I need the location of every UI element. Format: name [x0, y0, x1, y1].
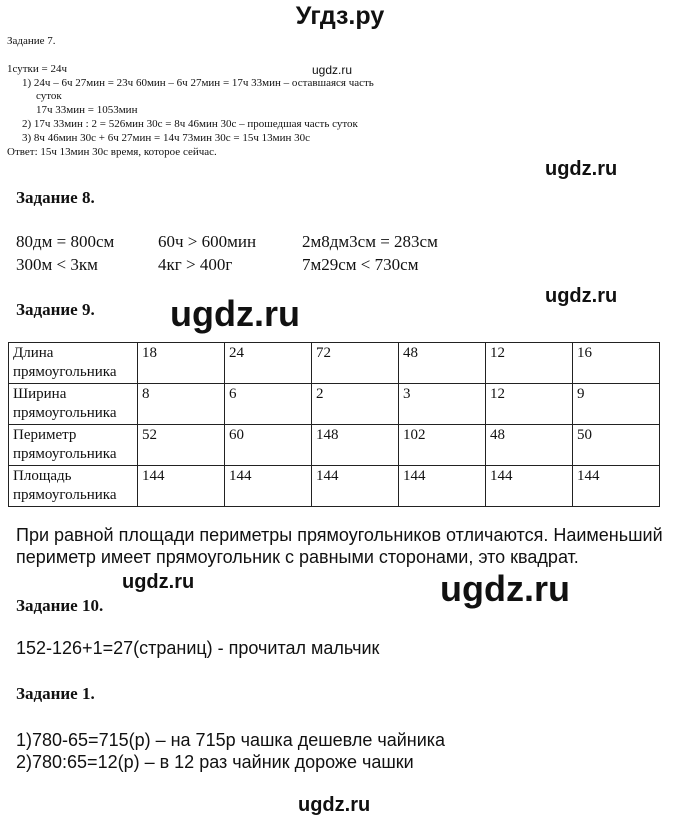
task7-line: 17ч 33мин = 1053мин [36, 104, 138, 116]
table-cell: 144 [138, 466, 225, 507]
task1-line: 1)780-65=715(р) – на 715р чашка дешевле чайника [16, 730, 446, 750]
task8-cell: 80дм = 800см [16, 232, 115, 251]
task8-cell: 4кг > 400г [158, 255, 233, 274]
row-header: Ширина прямоугольника [9, 384, 138, 425]
row-header: Периметр прямоугольника [9, 425, 138, 466]
task10-text: 152-126+1=27(страниц) - прочитал мальчик [16, 638, 380, 658]
table-cell: 18 [138, 343, 225, 384]
table-cell: 8 [138, 384, 225, 425]
task7-answer: Ответ: 15ч 13мин 30с время, которое сейчас. [7, 146, 217, 158]
table-cell: 72 [312, 343, 399, 384]
watermark: ugdz.ru [122, 571, 195, 593]
task7-line: 2) 17ч 33мин : 2 = 526мин 30с = 8ч 46мин 30с – прошедшая часть суток [22, 118, 358, 130]
table-cell: 102 [399, 425, 486, 466]
table-cell: 16 [573, 343, 660, 384]
watermark: ugdz.ru [440, 568, 570, 609]
table-cell: 9 [573, 384, 660, 425]
table-cell: 144 [312, 466, 399, 507]
table-cell: 6 [225, 384, 312, 425]
table-cell: 48 [399, 343, 486, 384]
table-row [9, 466, 660, 507]
table-row [9, 384, 660, 425]
task1-line: 2)780:65=12(р) – в 12 раз чайник дороже чашки [16, 752, 414, 772]
table-cell: 48 [486, 425, 573, 466]
table-cell: 3 [399, 384, 486, 425]
site-title: Угдз.ру [295, 2, 385, 30]
task8-cell: 300м < 3км [16, 255, 98, 274]
table-cell: 2 [312, 384, 399, 425]
table-cell: 144 [399, 466, 486, 507]
table-row [9, 343, 660, 384]
watermark: ugdz.ru [312, 63, 353, 77]
table-row [9, 425, 660, 466]
row-header: Длина прямоугольника [9, 343, 138, 384]
task9-conclusion: периметр имеет прямоугольник с равными сторонами, это квадрат. [16, 547, 579, 567]
table-cell: 50 [573, 425, 660, 466]
task7-line: 1) 24ч – 6ч 27мин = 23ч 60мин – 6ч 27мин = 17ч 33мин – оставшаяся часть [22, 77, 374, 89]
task8-cell: 2м8дм3см = 283см [302, 232, 438, 251]
task7-heading: Задание 7. [7, 35, 56, 47]
task1-heading: Задание 1. [16, 684, 95, 703]
task8-heading: Задание 8. [16, 188, 95, 207]
task7-line: 1сутки = 24ч [7, 63, 68, 75]
task8-cell: 7м29см < 730см [302, 255, 419, 274]
task9-heading: Задание 9. [16, 300, 95, 319]
table-cell: 12 [486, 343, 573, 384]
watermark: ugdz.ru [545, 285, 618, 307]
row-header: Площадь прямоугольника [9, 466, 138, 507]
table-cell: 144 [486, 466, 573, 507]
watermark: ugdz.ru [298, 794, 371, 816]
task7-line: суток [36, 90, 62, 102]
table-cell: 60 [225, 425, 312, 466]
table-cell: 148 [312, 425, 399, 466]
task10-heading: Задание 10. [16, 596, 104, 615]
table-cell: 144 [225, 466, 312, 507]
task7-line: 3) 8ч 46мин 30с + 6ч 27мин = 14ч 73мин 30с = 15ч 13мин 30с [22, 132, 310, 144]
watermark: ugdz.ru [545, 158, 618, 180]
task8-cell: 60ч > 600мин [158, 232, 257, 251]
table-cell: 24 [225, 343, 312, 384]
table-cell: 12 [486, 384, 573, 425]
rectangle-table [8, 342, 660, 507]
table-cell: 144 [573, 466, 660, 507]
table-cell: 52 [138, 425, 225, 466]
watermark: ugdz.ru [170, 293, 300, 334]
task9-conclusion: При равной площади периметры прямоугольников отличаются. Наименьший [16, 525, 663, 545]
